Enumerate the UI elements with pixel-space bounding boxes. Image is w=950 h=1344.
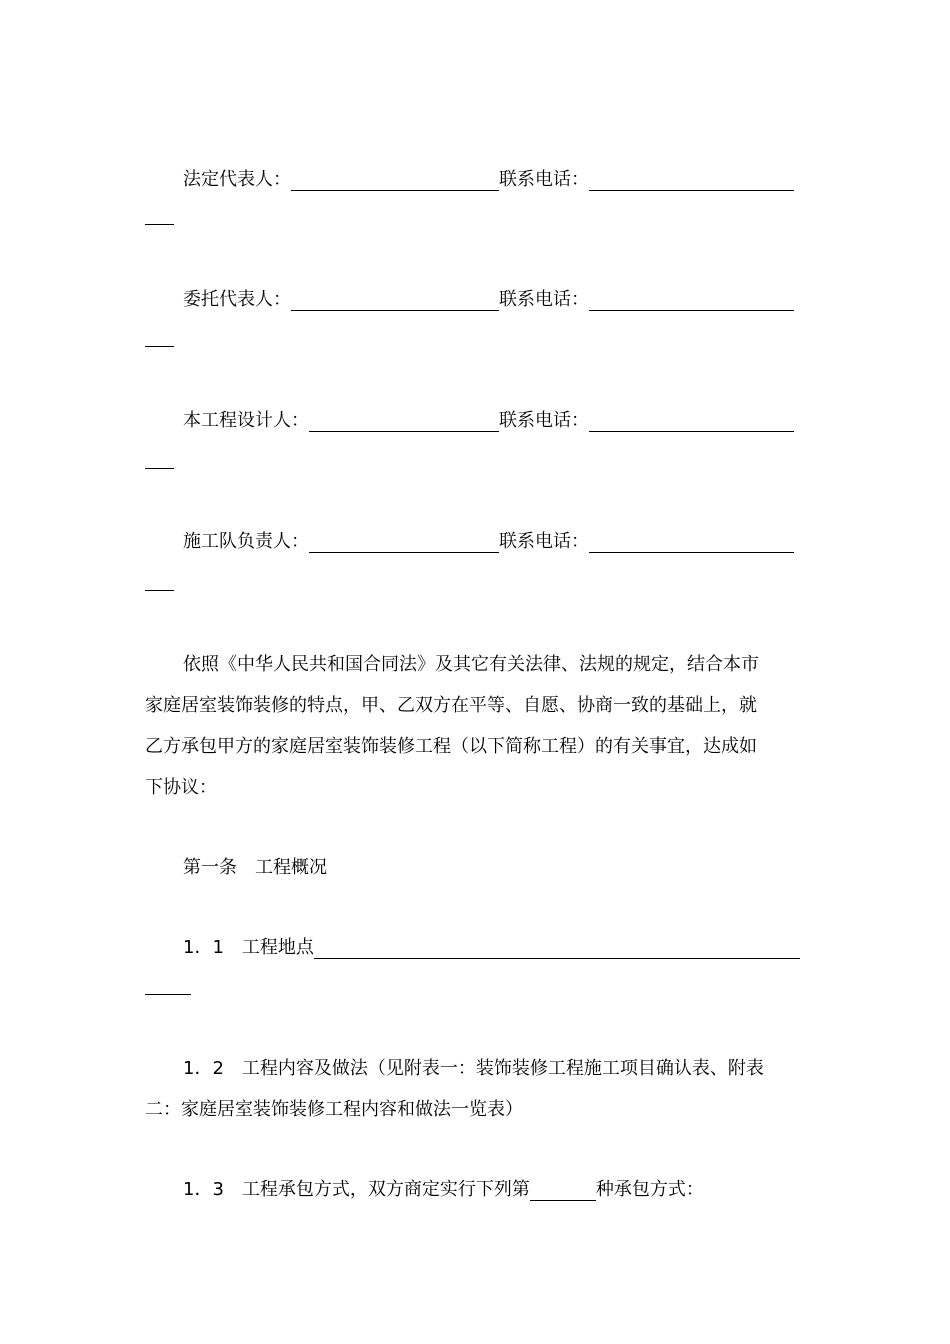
phone-label: 联系电话： (499, 531, 589, 552)
clause-text: 工程承包方式，双方商定实行下列第 (241, 1179, 530, 1200)
construction-leader-label: 施工队负责人： (183, 531, 309, 552)
phone-blank[interactable] (589, 530, 794, 553)
article-title: 工程概况 (255, 857, 327, 878)
designer-blank[interactable] (309, 409, 499, 432)
entrusted-representative-label: 委托代表人： (183, 289, 291, 310)
preamble-line: 下协议： (145, 777, 217, 798)
designer-row (145, 401, 805, 441)
clause-1-1 (145, 928, 805, 968)
phone-blank-continuation (145, 468, 174, 469)
phone-blank[interactable] (589, 168, 794, 191)
phone-label: 联系电话： (499, 169, 589, 190)
entrusted-representative-blank[interactable] (291, 288, 499, 311)
construction-leader-blank[interactable] (309, 530, 499, 553)
clause-1-2 (145, 1049, 805, 1089)
preamble-line: 乙方承包甲方的家庭居室装饰装修工程（以下简称工程）的有关事宜，达成如 (145, 736, 757, 757)
clause-number: 1．2 (183, 1058, 224, 1079)
preamble-line: 家庭居室装饰装修的特点，甲、乙双方在平等、自愿、协商一致的基础上，就 (145, 695, 757, 716)
phone-blank[interactable] (589, 288, 794, 311)
project-location-blank[interactable] (314, 936, 800, 959)
phone-blank-continuation (145, 346, 174, 347)
construction-leader-row (145, 522, 805, 562)
article-heading (145, 848, 805, 888)
contract-method-blank[interactable] (530, 1178, 596, 1201)
clause-text: 工程地点 (241, 937, 314, 958)
phone-blank[interactable] (589, 409, 794, 432)
entrusted-representative-row (145, 280, 805, 320)
preamble-line: 依照《中华人民共和国合同法》及其它有关法律、法规的规定，结合本市 (183, 654, 759, 675)
phone-label: 联系电话： (499, 289, 589, 310)
clause-text: 工程内容及做法（见附表一：装饰装修工程施工项目确认表、附表 (241, 1058, 764, 1079)
legal-representative-label: 法定代表人： (183, 169, 291, 190)
clause-number: 1．1 (183, 937, 224, 958)
clause-1-2-continuation: 二：家庭居室装饰装修工程内容和做法一览表） (145, 1099, 523, 1120)
clause-text: 种承包方式： (595, 1179, 704, 1200)
legal-representative-row (145, 160, 805, 200)
designer-label: 本工程设计人： (183, 410, 309, 431)
legal-representative-blank[interactable] (291, 168, 499, 191)
clause-number: 1．3 (183, 1179, 224, 1200)
phone-blank-continuation (145, 590, 174, 591)
project-location-blank-continuation (145, 994, 191, 995)
phone-label: 联系电话： (499, 410, 589, 431)
clause-1-3 (145, 1170, 805, 1210)
phone-blank-continuation (145, 224, 174, 225)
article-number: 第一条 (183, 857, 237, 878)
